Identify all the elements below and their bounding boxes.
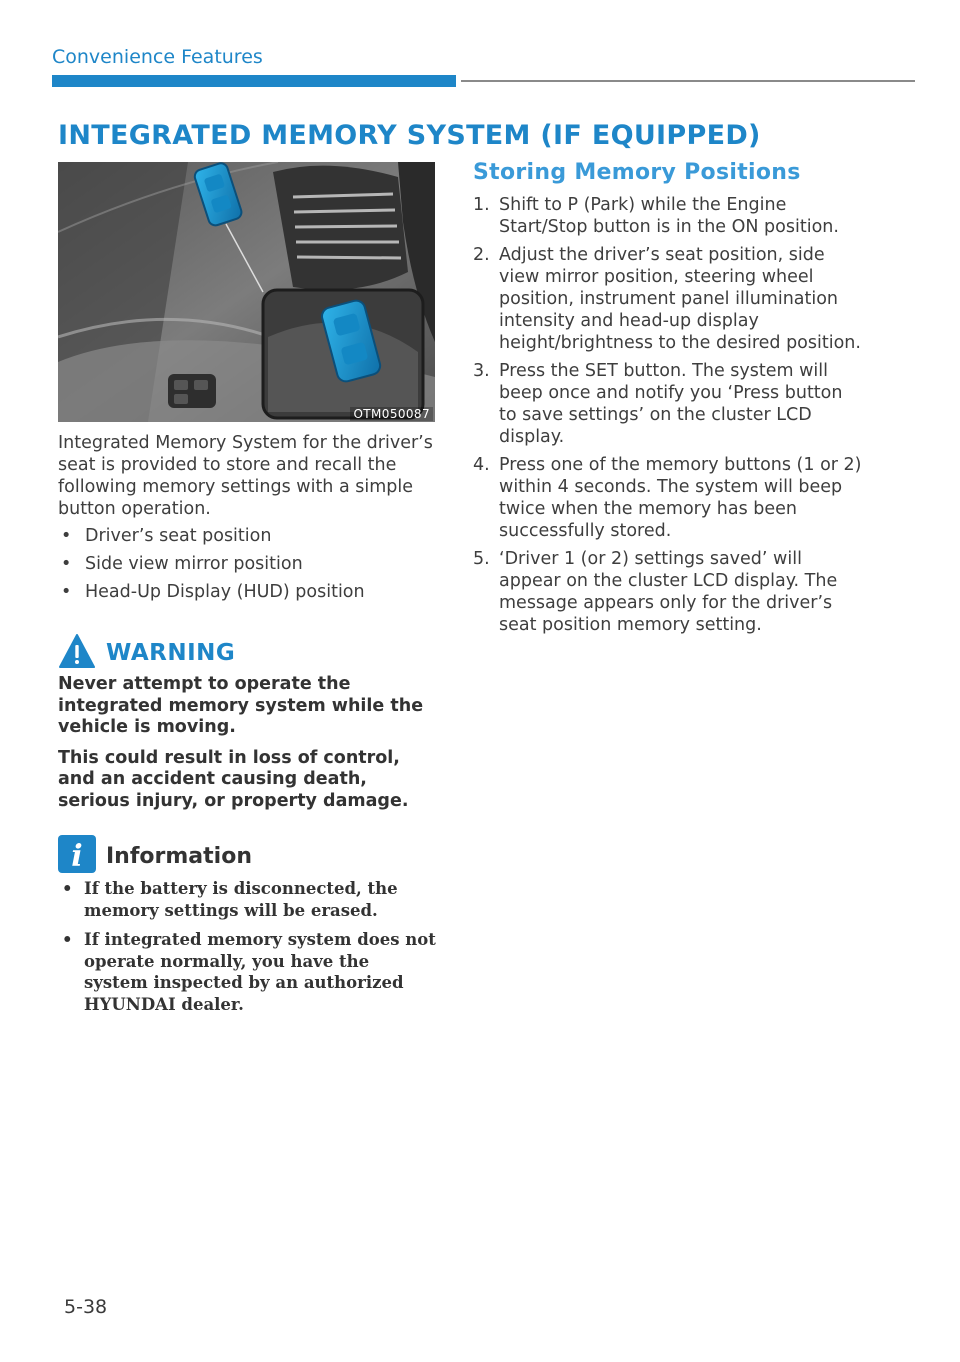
- step-number: 1.: [473, 195, 490, 215]
- information-header: [58, 835, 252, 877]
- warning-label: WARNING: [106, 640, 236, 666]
- section-label: Convenience Features: [52, 46, 263, 68]
- memory-settings-list: [58, 525, 438, 609]
- list-item: • Side view mirror position: [58, 553, 438, 575]
- step-number: 4.: [473, 455, 490, 475]
- figure-code: OTM050087: [350, 407, 433, 421]
- step-text: Shift to P (Park) while the Engine Start/Stop button is in the ON position.: [499, 195, 839, 237]
- step-item: [473, 244, 865, 354]
- list-item: • Head-Up Display (HUD) position: [58, 581, 438, 603]
- step-item: [473, 360, 865, 448]
- warning-text: [58, 674, 438, 821]
- page-title: INTEGRATED MEMORY SYSTEM (IF EQUIPPED): [58, 120, 761, 151]
- step-text: ‘Driver 1 (or 2) settings saved’ will appear on the cluster LCD display. The message appears only for the driver’s seat position memory setting.: [499, 549, 838, 635]
- storing-title: Storing Memory Positions: [473, 160, 801, 185]
- svg-text:i: i: [71, 839, 83, 873]
- page-number: 5-38: [64, 1296, 108, 1318]
- list-item: • If integrated memory system does not operate normally, you have the system inspected by an authorized HYUNDAI dealer.: [58, 929, 438, 1015]
- list-item: • If the battery is disconnected, the memory settings will be erased.: [58, 878, 438, 921]
- info-icon: [58, 835, 96, 877]
- step-number: 3.: [473, 361, 490, 381]
- step-text: Press one of the memory buttons (1 or 2) within 4 seconds. The system will beep twice when the memory has been successfully stored.: [499, 455, 862, 541]
- warning-paragraph: This could result in loss of control, and an accident causing death, serious injury, or property damage.: [58, 747, 409, 811]
- step-item: [473, 548, 865, 636]
- list-item: • Driver’s seat position: [58, 525, 438, 547]
- step-item: [473, 194, 865, 238]
- step-text: Adjust the driver’s seat position, side view mirror position, steering wheel position, instrument panel illumination intensity and head-up display height/brightness to the desired position.: [499, 245, 861, 353]
- intro-text: Integrated Memory System for the driver’s seat is provided to store and recall the following memory settings with a simple button operation.: [58, 433, 433, 519]
- header-rule-gray: [461, 80, 915, 82]
- storing-steps: [473, 194, 865, 642]
- step-text: Press the SET button. The system will beep once and notify you ‘Press button to save settings’ on the cluster LCD display.: [499, 361, 843, 447]
- step-number: 5.: [473, 549, 490, 569]
- warning-header: [58, 633, 235, 673]
- step-number: 2.: [473, 245, 490, 265]
- information-list: [58, 878, 438, 1023]
- warning-icon: [58, 633, 96, 673]
- memory-buttons-figure: [58, 162, 435, 422]
- header-rule-blue: [52, 75, 456, 87]
- step-item: [473, 454, 865, 542]
- information-label: Information: [106, 843, 252, 869]
- warning-paragraph: Never attempt to operate the integrated memory system while the vehicle is moving.: [58, 674, 424, 737]
